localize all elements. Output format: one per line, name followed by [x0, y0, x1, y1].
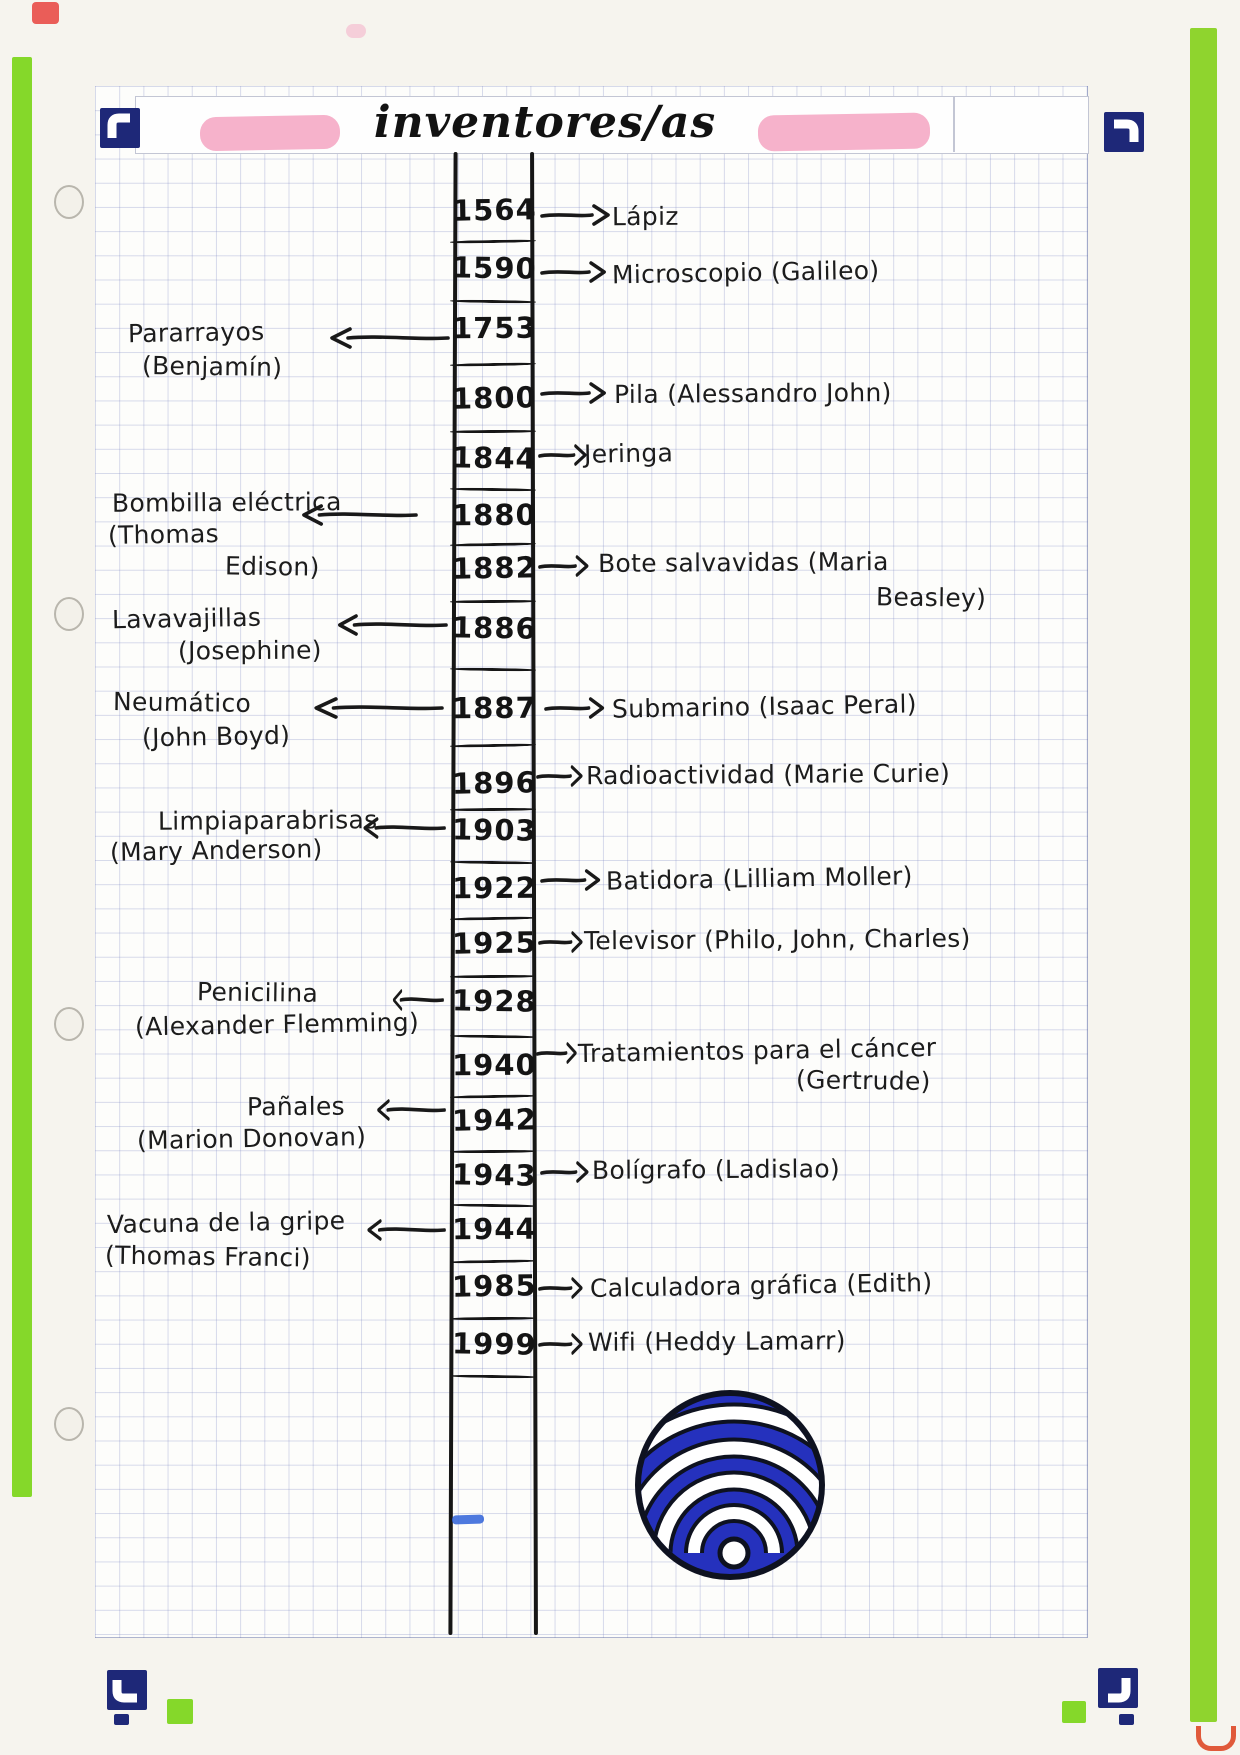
entry-bombilla-label: Bombilla eléctrica [111, 487, 342, 518]
pink-smudge-top [346, 24, 366, 38]
green-square-bottom-left [167, 1699, 193, 1724]
entry-limpiaparabrisas-label-line2: (Mary Anderson) [109, 834, 323, 867]
arrow-right-icon [540, 868, 602, 892]
year-1880: 1880 [451, 497, 537, 533]
arrow-right-icon [540, 203, 612, 227]
entry-bote-salvavidas-label-line2: Beasley) [875, 582, 987, 613]
year-1925: 1925 [451, 925, 538, 961]
entry-calculadora-label: Calculadora gráfica (Edith) [589, 1268, 933, 1303]
year-1887: 1887 [451, 690, 537, 726]
arrow-right-icon [536, 1041, 578, 1065]
entry-bombilla-label-line2: (Thomas [107, 519, 220, 550]
entry-bombilla-label-line3: Edison) [224, 551, 320, 582]
entry-wifi-label: Wifi (Heddy Lamarr) [587, 1326, 846, 1357]
arrow-right-icon [538, 554, 590, 578]
year-1886: 1886 [451, 610, 537, 646]
title-band-divider [953, 96, 955, 152]
arrow-left-icon [362, 816, 446, 840]
entry-tratamientos-label-line2: (Gertrude) [795, 1065, 931, 1096]
arrow-left-icon [312, 696, 444, 720]
arrow-left-icon [366, 1218, 446, 1242]
entry-lapiz-label: Lápiz [611, 201, 679, 232]
right-edge-green-bar [1190, 28, 1217, 1722]
entry-panales-label: Pañales [246, 1091, 345, 1122]
corner-bracket-top-left-icon [100, 108, 140, 148]
entry-panales-label-line2: (Marion Donovan) [136, 1122, 367, 1155]
year-1928: 1928 [451, 983, 537, 1019]
entry-batidora-label: Batidora (Lilliam Moller) [605, 861, 913, 896]
entry-radioactividad-label: Radioactividad (Marie Curie) [585, 758, 951, 791]
arrow-left-icon [328, 326, 450, 350]
entry-neumatico-label-line2: (John Boyd) [141, 720, 291, 753]
year-1944: 1944 [451, 1211, 537, 1247]
arrow-right-icon [536, 764, 584, 788]
arrow-left-icon [300, 503, 418, 527]
arrow-right-icon [538, 443, 588, 467]
entry-pararrayos-label-line2: (Benjamín) [141, 351, 283, 382]
corner-bracket-top-right-icon [1104, 112, 1144, 152]
left-edge-green-bar [12, 57, 32, 1497]
navy-dash-bottom-right [1119, 1714, 1134, 1725]
year-1903: 1903 [451, 812, 537, 848]
year-1999: 1999 [451, 1326, 537, 1362]
entry-pararrayos-label: Pararrayos [127, 316, 265, 349]
year-1985: 1985 [451, 1268, 538, 1304]
title-highlight-left [200, 115, 341, 151]
entry-lavavajillas-label-line2: (Josephine) [177, 635, 322, 666]
entry-lavavajillas-label: Lavavajillas [111, 602, 262, 635]
year-1943: 1943 [451, 1157, 537, 1193]
arrow-right-icon [540, 1160, 590, 1184]
arrow-right-icon [540, 381, 608, 405]
orange-bracket-mark [1196, 1726, 1236, 1751]
arrow-right-icon [540, 260, 608, 284]
arrow-right-icon [538, 1276, 584, 1300]
corner-bracket-bottom-left-icon [107, 1670, 147, 1710]
corner-bracket-bottom-right-icon [1098, 1668, 1138, 1708]
year-1564: 1564 [451, 192, 538, 228]
entry-penicilina-label: Penicilina [196, 977, 319, 1008]
navy-dash-bottom-left [114, 1714, 129, 1725]
entry-limpiaparabrisas-label: Limpiaparabrisas [157, 805, 378, 836]
entry-penicilina-label-line2: (Alexander Flemming) [134, 1007, 420, 1042]
year-1940: 1940 [451, 1047, 537, 1083]
hole-punch-3 [54, 1007, 84, 1041]
entry-neumatico-label: Neumático [112, 687, 252, 718]
arrow-left-icon [336, 613, 448, 637]
year-1922: 1922 [451, 870, 537, 906]
year-1896: 1896 [451, 765, 538, 801]
entry-bote-salvavidas-label: Bote salvavidas (Maria [597, 546, 889, 579]
entry-vacuna-label: Vacuna de la gripe [106, 1205, 346, 1240]
page-title: inventores/as [373, 97, 717, 148]
entry-boligrafo-label: Bolígrafo (Ladislao) [591, 1154, 841, 1185]
entry-microscopio-label: Microscopio (Galileo) [611, 255, 880, 290]
corner-red-mark [32, 2, 59, 24]
year-1753: 1753 [451, 310, 537, 346]
hole-punch-1 [54, 185, 84, 219]
ink-smudge [452, 1514, 484, 1524]
arrow-right-icon [544, 696, 606, 720]
title-highlight-right [758, 113, 931, 152]
entry-vacuna-label-line2: (Thomas Franci) [104, 1240, 311, 1273]
year-1942: 1942 [451, 1102, 538, 1138]
year-1800: 1800 [451, 380, 538, 416]
entry-pila-label: Pila (Alessandro John) [613, 378, 892, 409]
hole-punch-4 [54, 1407, 84, 1441]
entry-televisor-label: Televisor (Philo, John, Charles) [583, 923, 971, 956]
green-square-bottom-right [1062, 1701, 1086, 1723]
hole-punch-2 [54, 597, 84, 631]
wifi-logo-icon [630, 1385, 830, 1585]
entry-submarino-label: Submarino (Isaac Peral) [611, 689, 918, 724]
arrow-left-icon [376, 1098, 446, 1122]
year-1844: 1844 [451, 440, 537, 476]
arrow-right-icon [538, 930, 584, 954]
arrow-right-icon [538, 1332, 584, 1356]
arrow-left-icon [392, 988, 444, 1012]
entry-jeringa-label: Jeringa [583, 438, 674, 469]
entry-tratamientos-label: Tratamientos para el cáncer [577, 1032, 937, 1069]
year-1590: 1590 [451, 250, 537, 286]
year-1882: 1882 [451, 550, 538, 586]
